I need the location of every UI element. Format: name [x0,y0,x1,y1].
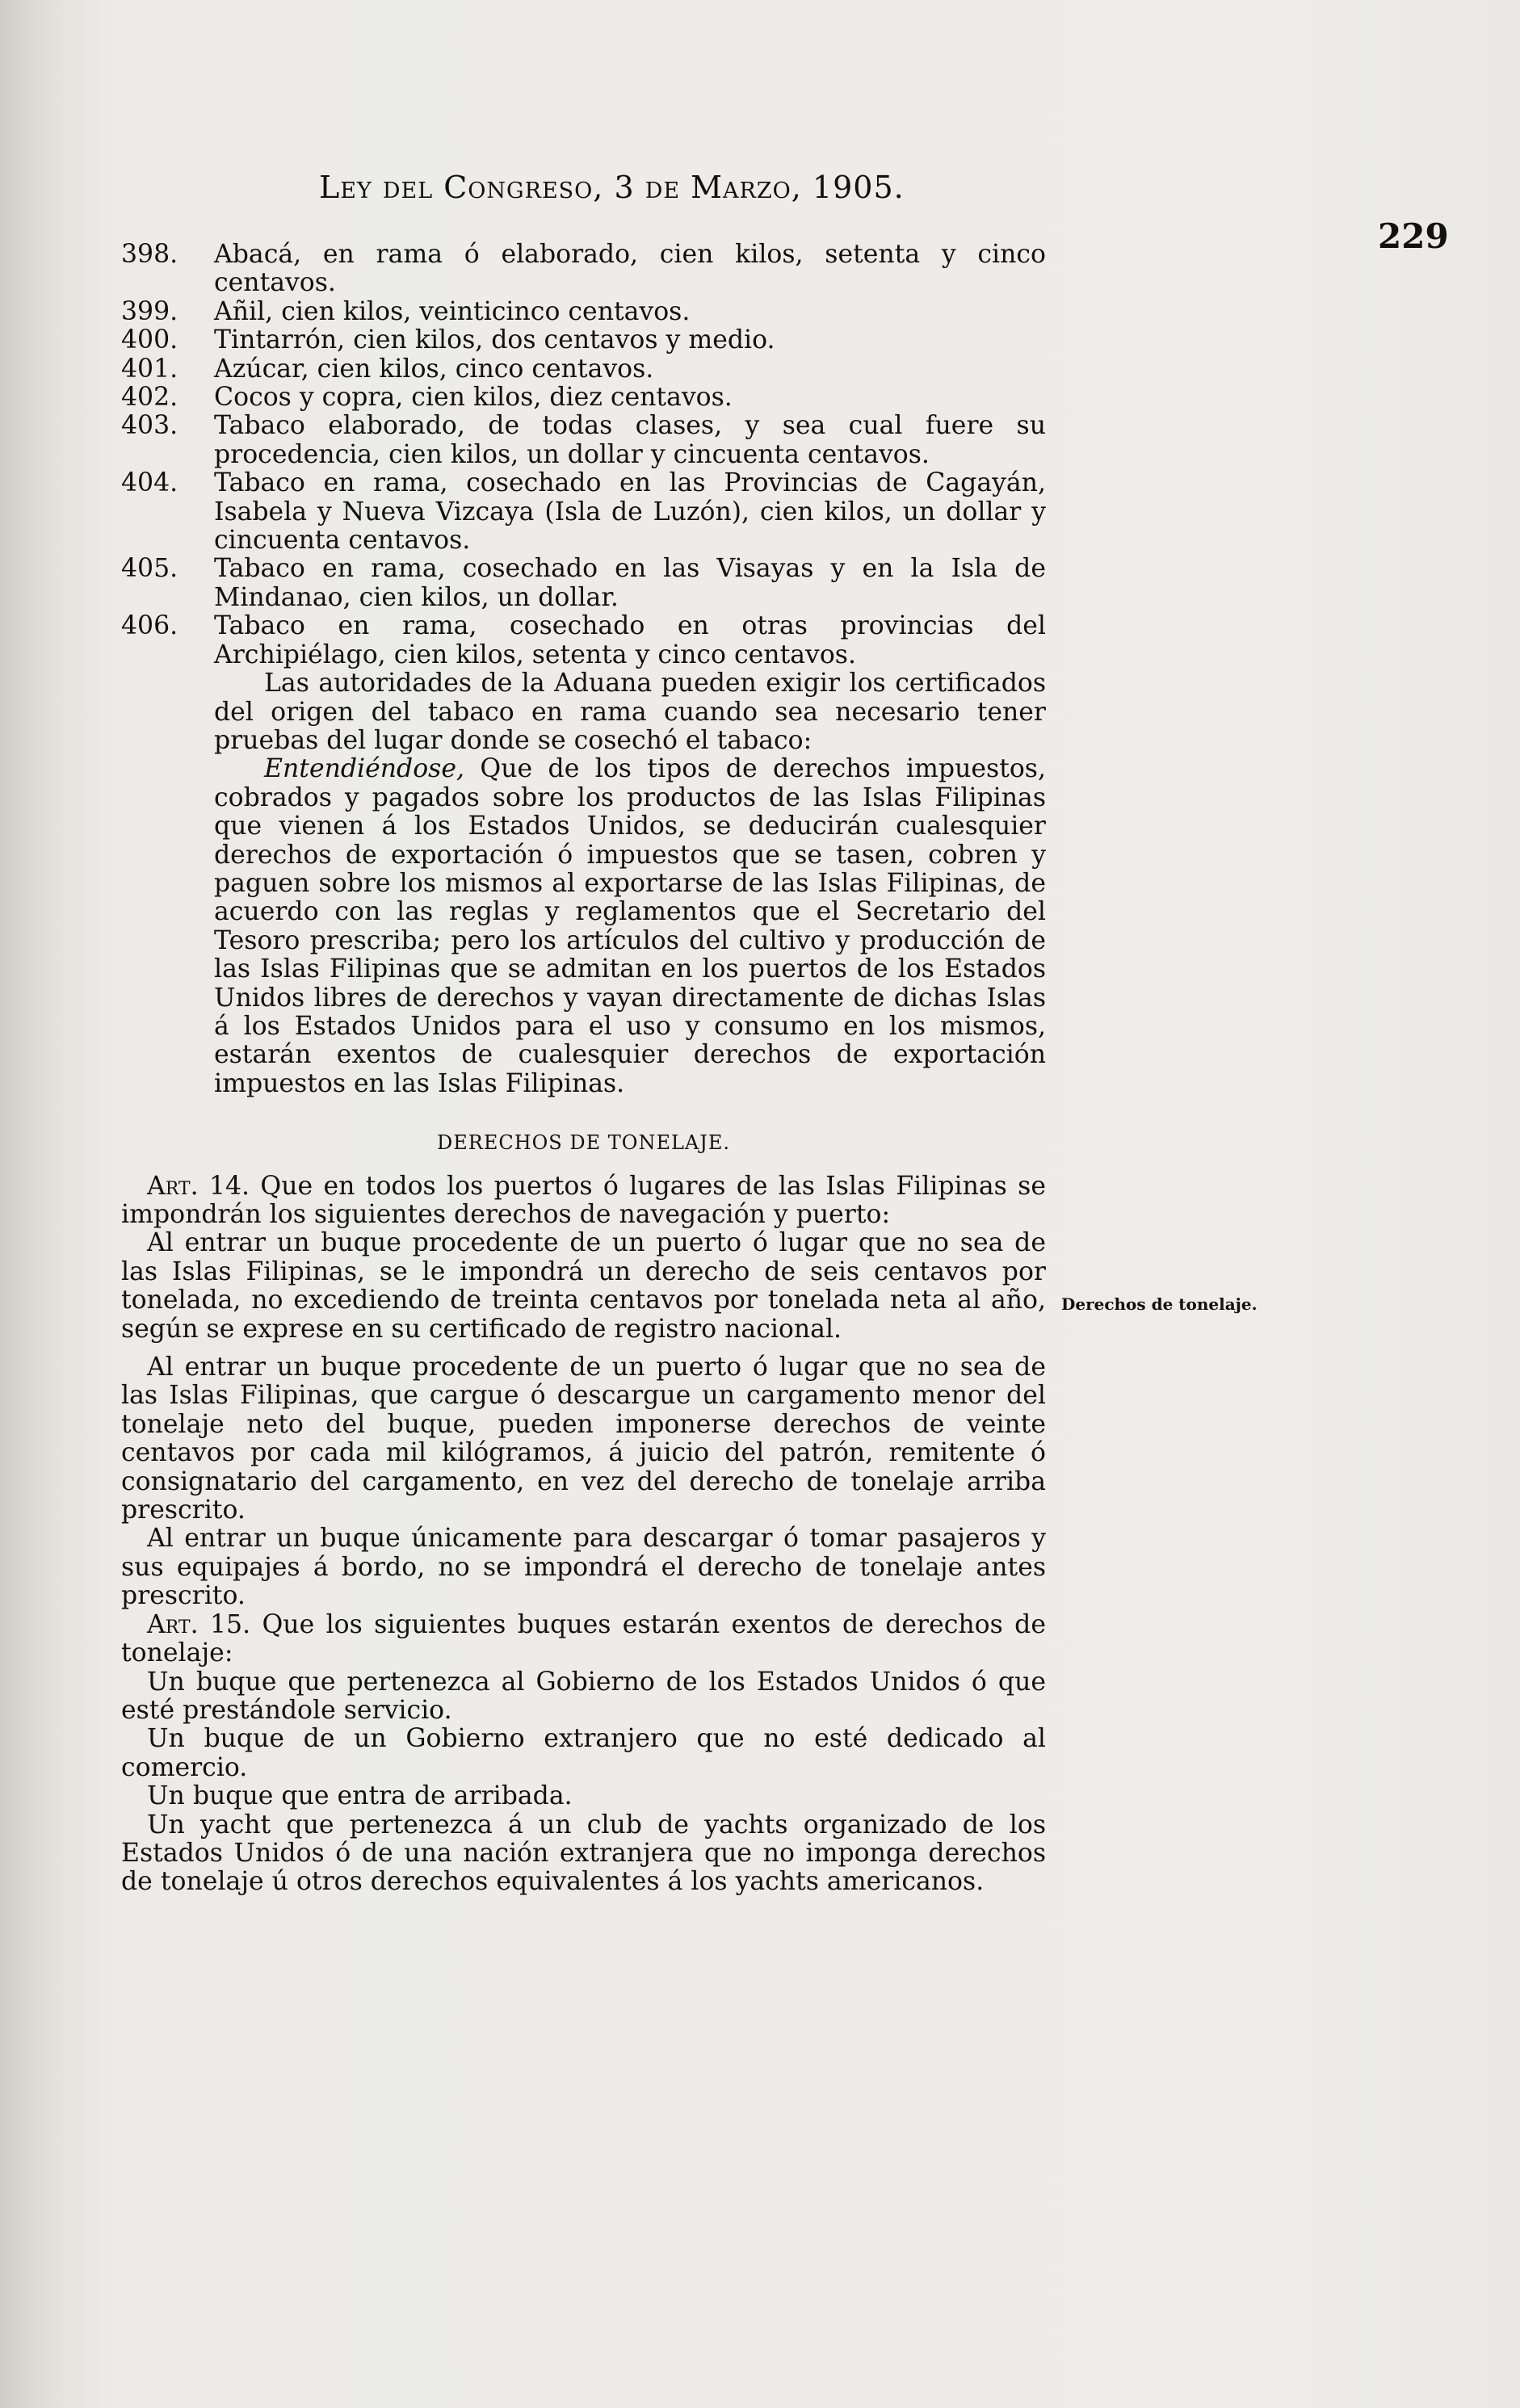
page-number: 229 [1378,216,1449,256]
tonnage-paragraph: Al entrar un buque procedente de un puerto ó lugar que no sea de las Islas Filipinas, que cargue ó descargue un cargamento menor del tonelaje neto del buque, pueden imponerse derechos de veinte centavos por cada mil kilógramos, á juicio del patrón, remitente ó consignatario del cargamento, en vez del derecho de tonelaje arriba prescrito. [121,1353,1046,1525]
item-text: Tintarrón, cien kilos, dos centavos y medio. [214,325,775,355]
margin-note: Derechos de tonelaje. [1061,1294,1258,1314]
tonnage-paragraph: Al entrar un buque únicamente para descargar ó tomar pasajeros y sus equipajes á bordo, no se impondrá el derecho de tonelaje antes prescrito. [121,1524,1046,1611]
tariff-item [121,298,1046,326]
proviso-paragraph [121,755,1046,1098]
tariff-item [121,469,1046,555]
item-text: Azúcar, cien kilos, cinco centavos. [214,354,654,384]
proviso-keyword: Entendiéndose, [264,754,464,784]
article-14 [121,1173,1046,1230]
tariff-item [121,412,1046,469]
item-text: Tabaco elaborado, de todas clases, y sea cual fuere su procedencia, cien kilos, un dollar y cincuenta centavos. [214,411,1046,469]
item-number: 404. [121,468,178,498]
item-number: 403. [121,411,178,441]
article-text: Que en todos los puertos ó lugares de las Islas Filipinas se impondrán los siguientes derechos de navegación y puerto: [121,1171,1046,1229]
item-number: 405. [121,554,178,584]
proviso-text: Que de los tipos de derechos impuestos, cobrados y pagados sobre los productos de las Islas Filipinas que vienen á los Estados Unidos, se deducirán cualesquier derechos de exportación ó impuestos que se tasen, cobren y paguen sobre los mismos al exportarse de las Islas Filipinas, de acuerdo con las reglas y reglamentos que el Secretario del Tesoro prescriba; pero los artículos del cultivo y producción de las Islas Filipinas que se admitan en los puertos de los Estados Unidos libres de derechos y vayan directamente de dichas Islas á los Estados Unidos para el uso y consumo en los mismos, estarán exentos de cualesquier derechos de exportación impuestos en las Islas Filipinas. [214,754,1046,1098]
item-text: Tabaco en rama, cosechado en las Visayas y en la Isla de Mindanao, cien kilos, un dollar. [214,554,1046,612]
tariff-item [121,384,1046,412]
exempt-vessel-paragraph: Un buque que entra de arribada. [147,1781,573,1811]
tobacco-certificate-paragraph: Las autoridades de la Aduana pueden exigir los certificados del origen del tabaco en rama cuando sea necesario tener pruebas del lugar donde se cosechó el tabaco: [214,669,1046,755]
item-number: 406. [121,611,178,641]
item-text: Cocos y copra, cien kilos, diez centavos. [214,383,733,413]
item-text: Tabaco en rama, cosechado en otras provincias del Archipiélago, cien kilos, setenta y cinco centavos. [214,611,1046,669]
tariff-item [121,612,1046,669]
item-number: 398. [121,240,178,269]
item-number: 402. [121,383,178,413]
article-text: Que los siguientes buques estarán exentos de derechos de tonelaje: [121,1609,1046,1668]
item-number: 400. [121,325,178,355]
exempt-vessel-paragraph: Un buque de un Gobierno extranjero que no esté dedicado al comercio. [121,1724,1046,1782]
item-number: 399. [121,296,178,326]
exempt-vessel-paragraph: Un buque que pertenezca al Gobierno de los Estados Unidos ó que esté prestándole servicio. [121,1667,1046,1725]
tonnage-paragraph: Al entrar un buque procedente de un puerto ó lugar que no sea de las Islas Filipinas, se le impondrá un derecho de seis centavos por tonelada, no excediendo de treinta centavos por tonelada neta al año, según se exprese en su certificado de registro nacional. [121,1228,1046,1344]
item-text: Añil, cien kilos, veinticinco centavos. [214,296,691,326]
item-text: Abacá, en rama ó elaborado, cien kilos, setenta y cinco centavos. [214,240,1046,298]
running-head: Ley del Congreso, 3 de Marzo, 1905. [319,170,905,205]
body-text [121,241,1046,1897]
article-label: Art. 14. [147,1171,250,1201]
exempt-vessel-paragraph: Un yacht que pertenezca á un club de yachts organizado de los Estados Unidos ó de una nación extranjera que no imponga derechos de tonelaje ú otros derechos equivalentes á los yachts americanos. [121,1810,1046,1897]
article-15 [121,1611,1046,1668]
item-number: 401. [121,354,178,384]
section-heading: DERECHOS DE TONELAJE. [436,1131,731,1155]
article-label: Art. 15. [147,1609,251,1639]
tariff-item [121,241,1046,298]
tariff-item [121,326,1046,354]
tariff-item [121,555,1046,612]
tariff-item [121,355,1046,384]
item-text: Tabaco en rama, cosechado en las Provincias de Cagayán, Isabela y Nueva Vizcaya (Isla de Luzón), cien kilos, un dollar y cincuenta centavos. [214,468,1046,556]
